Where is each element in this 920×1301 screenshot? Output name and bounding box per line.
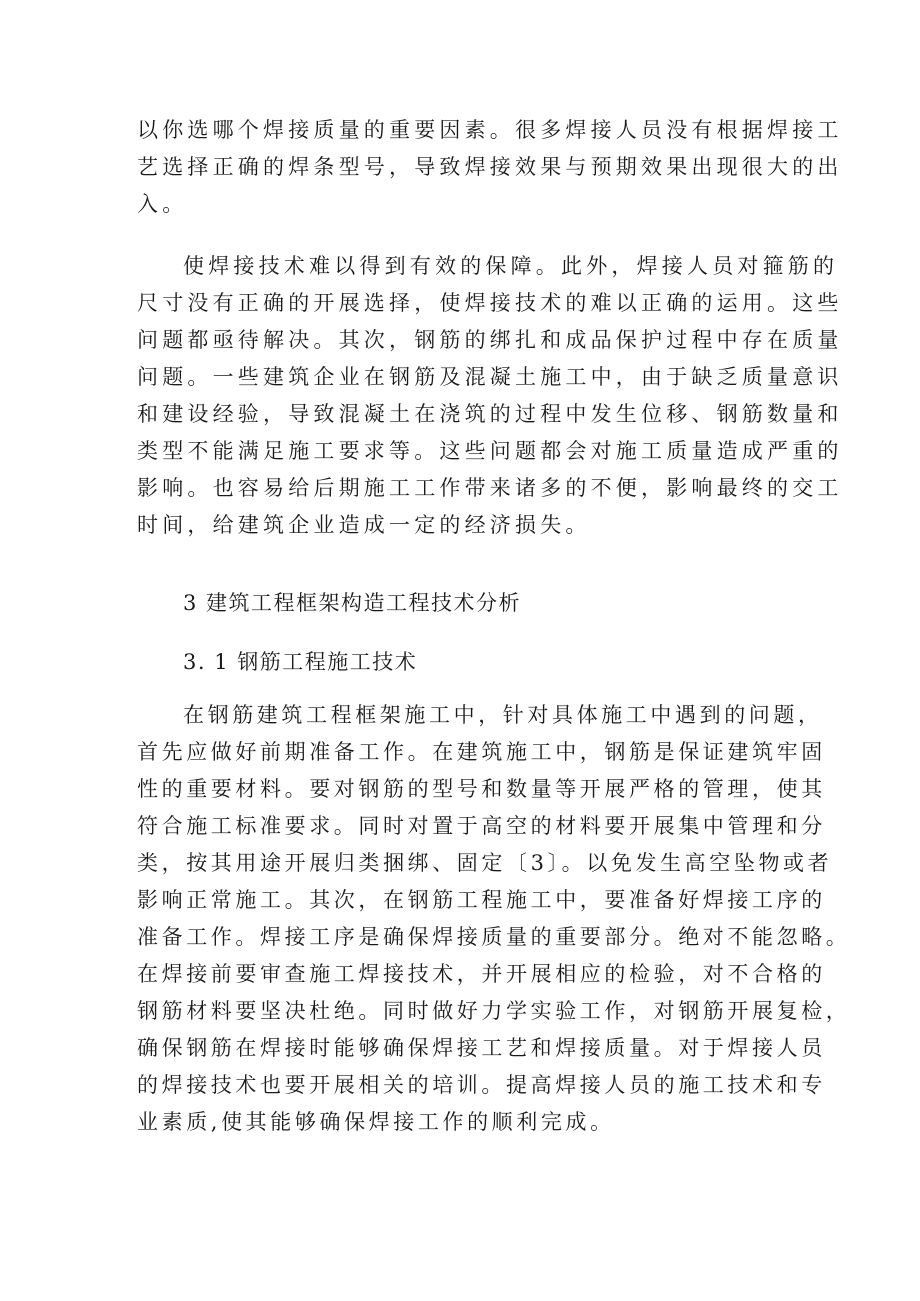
paragraph-welding-factors <box>137 112 843 223</box>
paragraph-line: 时间，给建筑企业造成一定的经济损失。 <box>137 513 591 537</box>
paragraph-line: 准备工作。焊接工序是确保焊接质量的重要部分。绝对不能忽略。 <box>137 925 851 949</box>
paragraph-line: 入。 <box>137 192 188 216</box>
paragraph-line: 在焊接前要审查施工焊接技术，并开展相应的检验，对不合格的 <box>137 962 826 986</box>
paragraph-line: 使焊接技术难以得到有效的保障。此外，焊接人员对箍筋的 <box>183 254 839 278</box>
paragraph-line: 符合施工标准要求。同时对置于高空的材料要开展集中管理和分 <box>137 814 826 838</box>
paragraph-line: 钢筋材料要坚决杜绝。同时做好力学实验工作，对钢筋开展复检， <box>137 999 851 1023</box>
section-heading: 3 建筑工程框架构造工程技术分析 <box>183 591 522 615</box>
paragraph-line: 以你选哪个焊接质量的重要因素。很多焊接人员没有根据焊接工 <box>137 118 843 142</box>
paragraph-line: 确保钢筋在焊接时能够确保焊接工艺和焊接质量。对于焊接人员 <box>137 1036 826 1060</box>
paragraph-welding-problems <box>137 248 843 544</box>
subsection-heading: 3. 1 钢筋工程施工技术 <box>183 650 418 674</box>
paragraph-line: 的焊接技术也要开展相关的培训。提高焊接人员的施工技术和专 <box>137 1073 826 1097</box>
paragraph-line: 性的重要材料。要对钢筋的型号和数量等开展严格的管理，使其 <box>137 777 826 801</box>
paragraph-line: 影响。也容易给后期施工工作带来诸多的不便，影响最终的交工 <box>137 476 843 500</box>
paragraph-line: 首先应做好前期准备工作。在建筑施工中，钢筋是保证建筑牢固 <box>137 740 826 764</box>
paragraph-line: 问题。一些建筑企业在钢筋及混凝土施工中，由于缺乏质量意识 <box>137 365 843 389</box>
paragraph-rebar-construction <box>137 697 851 1141</box>
paragraph-line: 类型不能满足施工要求等。这些问题都会对施工质量造成严重的 <box>137 439 843 463</box>
paragraph-line: 业素质,使其能够确保焊接工作的顺利完成。 <box>137 1110 615 1134</box>
paragraph-line: 在钢筋建筑工程框架施工中，针对具体施工中遇到的问题， <box>183 703 823 727</box>
paragraph-line: 和建设经验，导致混凝土在浇筑的过程中发生位移、钢筋数量和 <box>137 402 843 426</box>
paragraph-line: 尺寸没有正确的开展选择，使焊接技术的难以正确的运用。这些 <box>137 291 843 315</box>
paragraph-line: 艺选择正确的焊条型号，导致焊接效果与预期效果出现很大的出 <box>137 155 843 179</box>
paragraph-line: 类，按其用途开展归类捆绑、固定〔3〕。以免发生高空坠物或者 <box>137 851 833 875</box>
paragraph-line: 问题都亟待解决。其次，钢筋的绑扎和成品保护过程中存在质量 <box>137 328 843 352</box>
paragraph-line: 影响正常施工。其次，在钢筋工程施工中，要准备好焊接工序的 <box>137 888 826 912</box>
